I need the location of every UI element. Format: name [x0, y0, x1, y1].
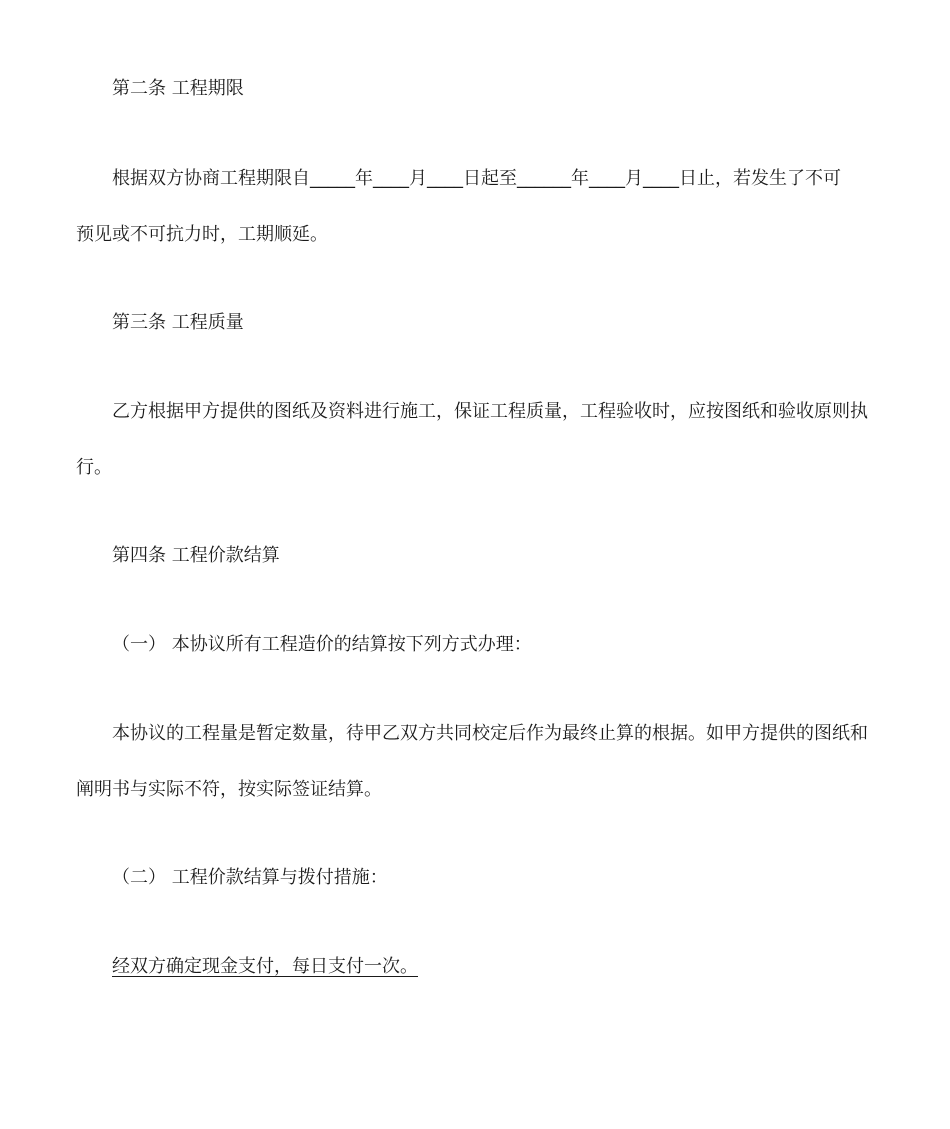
article-3-paragraph-line-1: 乙方根据甲方提供的图纸及资料进行施工，保证工程质量，工程验收时，应按图纸和验收原则执 [112, 401, 868, 422]
article-2-paragraph-line-1: 根据双方协商工程期限自_____年____月____日起至______年____月____日止，若发生了不可 [112, 168, 841, 189]
article-4-paragraph-line-1: 本协议的工程量是暂定数量，待甲乙双方共同校定后作为最终止算的根据。如甲方提供的图纸和 [112, 723, 868, 744]
article-3-paragraph-line-2: 行。 [76, 457, 112, 478]
article-4-heading: 第四条 工程价款结算 [112, 545, 280, 566]
article-4-item-1: （一） 本协议所有工程造价的结算按下列方式办理： [112, 634, 532, 655]
article-2-heading: 第二条 工程期限 [112, 78, 244, 99]
article-4-paragraph-line-2: 阐明书与实际不符，按实际签证结算。 [76, 779, 382, 800]
article-4-item-2: （二） 工程价款结算与拨付措施： [112, 867, 388, 888]
article-4-payment-line-wrapper [112, 955, 876, 979]
article-3-heading: 第三条 工程质量 [112, 312, 244, 333]
article-4-payment-line: 经双方确定现金支付，每日支付一次。 [112, 956, 418, 977]
article-2-paragraph-line-2: 预见或不可抗力时，工期顺延。 [76, 224, 328, 245]
